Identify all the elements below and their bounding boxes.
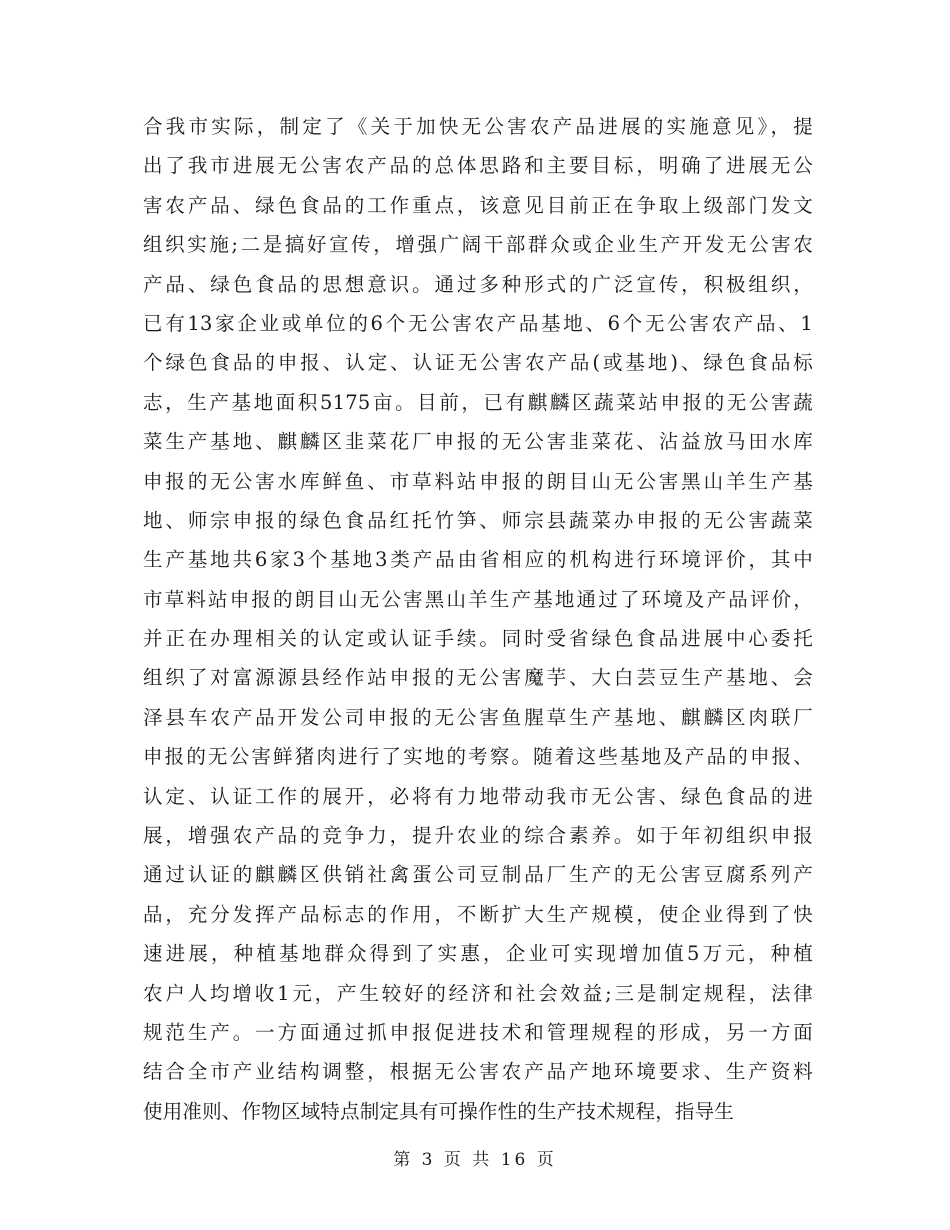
text-line: 产品、绿色食品的思想意识。通过多种形式的广泛宣传，积极组织， xyxy=(143,272,813,296)
text-line: 结合全市产业结构调整，根据无公害农产品产地环境要求、生产资料 xyxy=(143,1060,813,1084)
text-line: 地、师宗申报的绿色食品红托竹笋、师宗县蔬菜办申报的无公害蔬菜 xyxy=(143,508,813,532)
body-text xyxy=(143,107,813,1131)
text-line: 认定、认证工作的展开，必将有力地带动我市无公害、绿色食品的进 xyxy=(143,784,813,808)
text-line: 使用准则、作物区域特点制定具有可操作性的生产技术规程，指导生 xyxy=(143,1099,735,1123)
text-line: 并正在办理相关的认定或认证手续。同时受省绿色食品进展中心委托 xyxy=(143,627,813,651)
text-line: 生产基地共6家3个基地3类产品由省相应的机构进行环境评价，其中 xyxy=(143,548,813,572)
text-line: 志，生产基地面积5175亩。目前，已有麒麟区蔬菜站申报的无公害蔬 xyxy=(143,390,813,414)
text-line: 个绿色食品的申报、认定、认证无公害农产品(或基地)、绿色食品标 xyxy=(143,351,813,375)
text-line: 合我市实际，制定了《关于加快无公害农产品进展的实施意见》，提 xyxy=(143,115,813,138)
text-line: 已有13家企业或单位的6个无公害农产品基地、6个无公害农产品、1 xyxy=(143,311,813,335)
text-line: 速进展，种植基地群众得到了实惠，企业可实现增加值5万元，种植 xyxy=(143,942,813,966)
text-line: 害农产品、绿色食品的工作重点，该意见目前正在争取上级部门发文 xyxy=(143,193,813,217)
text-line: 组织了对富源源县经作站申报的无公害魔芋、大白芸豆生产基地、会 xyxy=(143,666,813,690)
text-line: 泽县车农产品开发公司申报的无公害鱼腥草生产基地、麒麟区肉联厂 xyxy=(143,705,813,729)
text-line: 组织实施;二是搞好宣传，增强广阔干部群众或企业生产开发无公害农 xyxy=(143,233,813,257)
text-line: 规范生产。一方面通过抓申报促进技术和管理规程的形成，另一方面 xyxy=(143,1020,813,1044)
text-line: 申报的无公害鲜猪肉进行了实地的考察。随着这些基地及产品的申报、 xyxy=(143,745,813,769)
text-line: 品，充分发挥产品标志的作用，不断扩大生产规模，使企业得到了快 xyxy=(143,902,813,926)
text-line: 出了我市进展无公害农产品的总体思路和主要目标，明确了进展无公 xyxy=(143,154,813,178)
text-line: 通过认证的麒麟区供销社禽蛋公司豆制品厂生产的无公害豆腐系列产 xyxy=(143,863,813,887)
text-line: 申报的无公害水库鲜鱼、市草料站申报的朗目山无公害黑山羊生产基 xyxy=(143,469,813,493)
text-line: 市草料站申报的朗目山无公害黑山羊生产基地通过了环境及产品评价， xyxy=(143,587,813,611)
text-line: 展，增强农产品的竞争力，提升农业的综合素养。如于年初组织申报 xyxy=(143,824,813,848)
text-line: 农户人均增收1元，产生较好的经济和社会效益;三是制定规程，法律 xyxy=(143,981,813,1005)
text-line: 菜生产基地、麒麟区韭菜花厂申报的无公害韭菜花、沾益放马田水库 xyxy=(143,430,813,454)
page-number-footer: 第 3 页 共 16 页 xyxy=(393,1150,557,1170)
